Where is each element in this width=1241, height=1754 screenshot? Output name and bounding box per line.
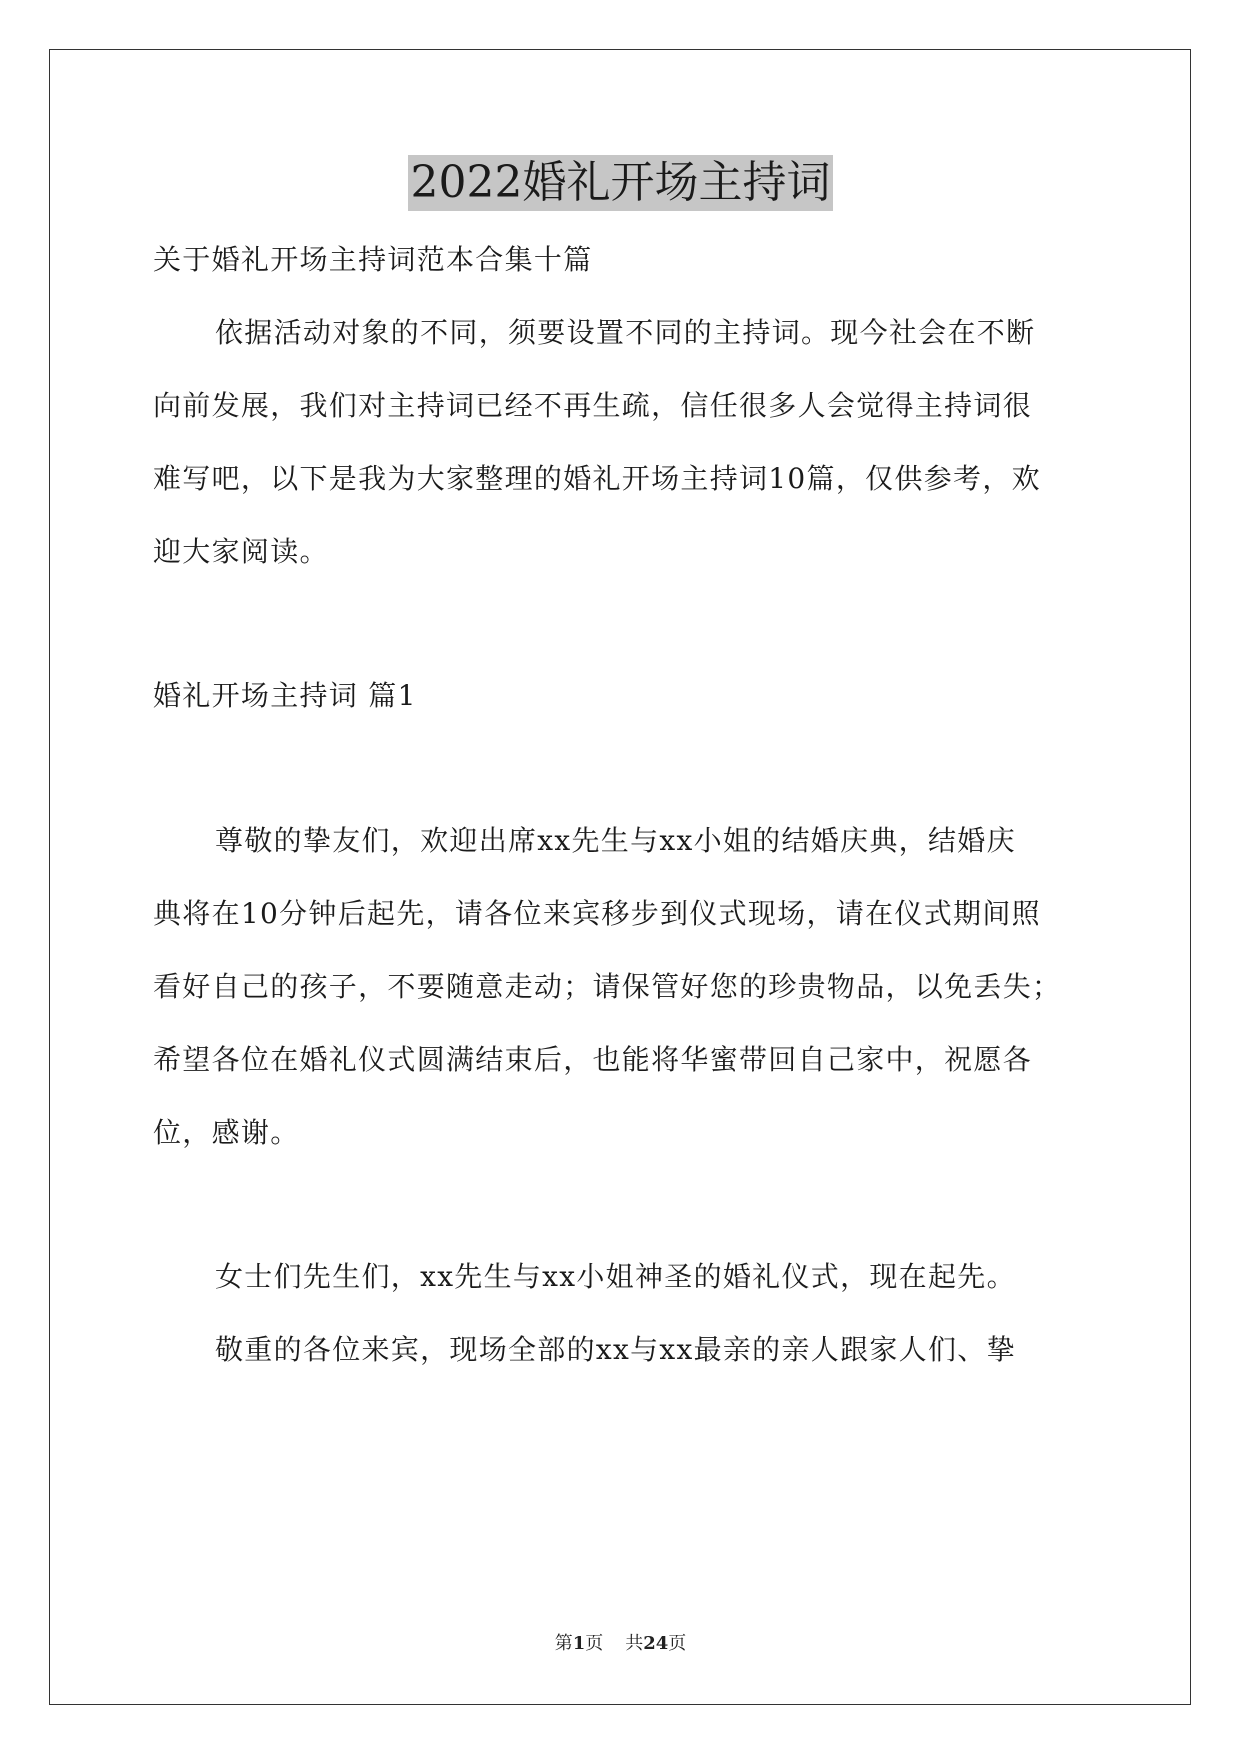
- section-heading: 婚礼开场主持词 篇1: [153, 679, 417, 712]
- paragraph-line: 看好自己的孩子，不要随意走动；请保管好您的珍贵物品，以免丢失；: [153, 970, 1062, 1003]
- intro-line: 依据活动对象的不同，须要设置不同的主持词。现今社会在不断: [215, 316, 1036, 349]
- intro-line: 难写吧，以下是我为大家整理的婚礼开场主持词10篇，仅供参考，欢: [153, 462, 1041, 495]
- paragraph-line: 位，感谢。: [153, 1116, 300, 1149]
- footer-total-pages: 24: [643, 1633, 669, 1654]
- paragraph-line: 女士们先生们，xx先生与xx小姐神圣的婚礼仪式，现在起先。: [215, 1260, 1016, 1293]
- page-footer: [0, 1632, 1241, 1656]
- paragraph-line: 典将在10分钟后起先，请各位来宾移步到仪式现场，请在仪式期间照: [153, 897, 1041, 930]
- footer-total-suffix: 页: [668, 1633, 687, 1654]
- footer-page-prefix: 第: [554, 1633, 573, 1654]
- intro-line: 迎大家阅读。: [153, 535, 329, 568]
- page-border: [49, 49, 1191, 1705]
- paragraph-line: 尊敬的挚友们，欢迎出席xx先生与xx小姐的结婚庆典，结婚庆: [215, 824, 1016, 857]
- footer-total-prefix: 共: [625, 1633, 644, 1654]
- intro-line: 向前发展，我们对主持词已经不再生疏，信任很多人会觉得主持词很: [153, 389, 1033, 422]
- document-title: 2022婚礼开场主持词: [408, 155, 834, 211]
- footer-page-suffix: 页: [585, 1633, 604, 1654]
- paragraph-line: 敬重的各位来宾，现场全部的xx与xx最亲的亲人跟家人们、挚: [215, 1333, 1016, 1366]
- document-subtitle: 关于婚礼开场主持词范本合集十篇: [153, 243, 593, 276]
- title-container: [0, 155, 1241, 211]
- footer-page-number: 1: [572, 1633, 586, 1654]
- paragraph-line: 希望各位在婚礼仪式圆满结束后，也能将华蜜带回自己家中，祝愿各: [153, 1043, 1033, 1076]
